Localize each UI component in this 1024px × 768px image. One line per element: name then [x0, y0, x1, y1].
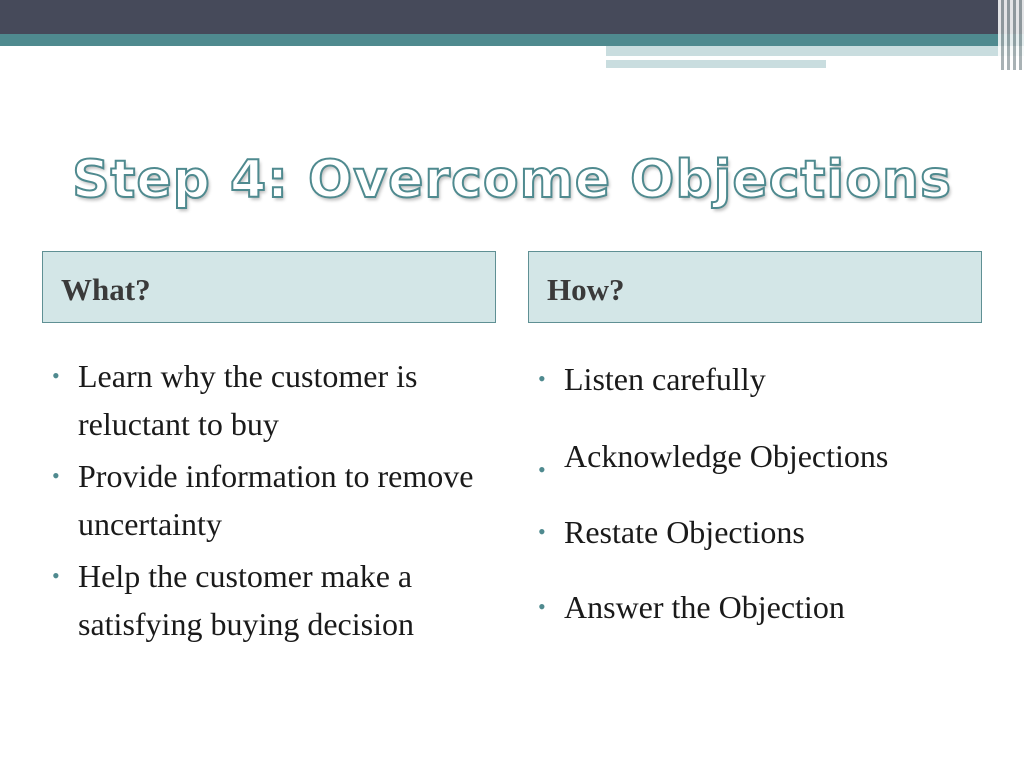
- banner-light-bar: [606, 46, 1024, 56]
- list-item: [528, 356, 988, 402]
- bullet-text: Restate Objections: [564, 514, 805, 550]
- list-item: [42, 452, 482, 548]
- bullet-dot-icon: •: [52, 463, 60, 488]
- banner-dark-bar: [0, 0, 1024, 34]
- banner-teal-bar: [0, 34, 1024, 46]
- bullet-dot-icon: •: [52, 563, 60, 588]
- list-item: [42, 352, 482, 448]
- bullet-text: Provide information to remove uncertainty: [78, 458, 474, 542]
- banner-divider: [826, 56, 950, 59]
- list-item: [528, 419, 988, 493]
- how-column-header: How?: [528, 251, 982, 323]
- bullet-text: Answer the Objection: [564, 589, 845, 625]
- what-bullet-list: [42, 352, 482, 652]
- list-item: [528, 584, 988, 630]
- bullet-text: Help the customer make a satisfying buying decision: [78, 558, 414, 642]
- banner-stripes: [998, 0, 1024, 70]
- list-item: [528, 509, 988, 555]
- list-item: [42, 552, 482, 648]
- slide-title: Step 4: Overcome Objections: [72, 150, 952, 210]
- bullet-dot-icon: •: [538, 519, 546, 544]
- bullet-text: Learn why the customer is reluctant to buy: [78, 358, 418, 442]
- bullet-dot-icon: •: [538, 366, 546, 391]
- bullet-text: Acknowledge Objections: [564, 438, 889, 474]
- how-bullet-list: [528, 356, 988, 659]
- banner-light-bar-short: [606, 60, 826, 68]
- bullet-dot-icon: •: [538, 594, 546, 619]
- bullet-dot-icon: •: [52, 363, 60, 388]
- what-column-header: What?: [42, 251, 496, 323]
- bullet-text: Listen carefully: [564, 361, 766, 397]
- bullet-dot-icon: •: [538, 457, 546, 482]
